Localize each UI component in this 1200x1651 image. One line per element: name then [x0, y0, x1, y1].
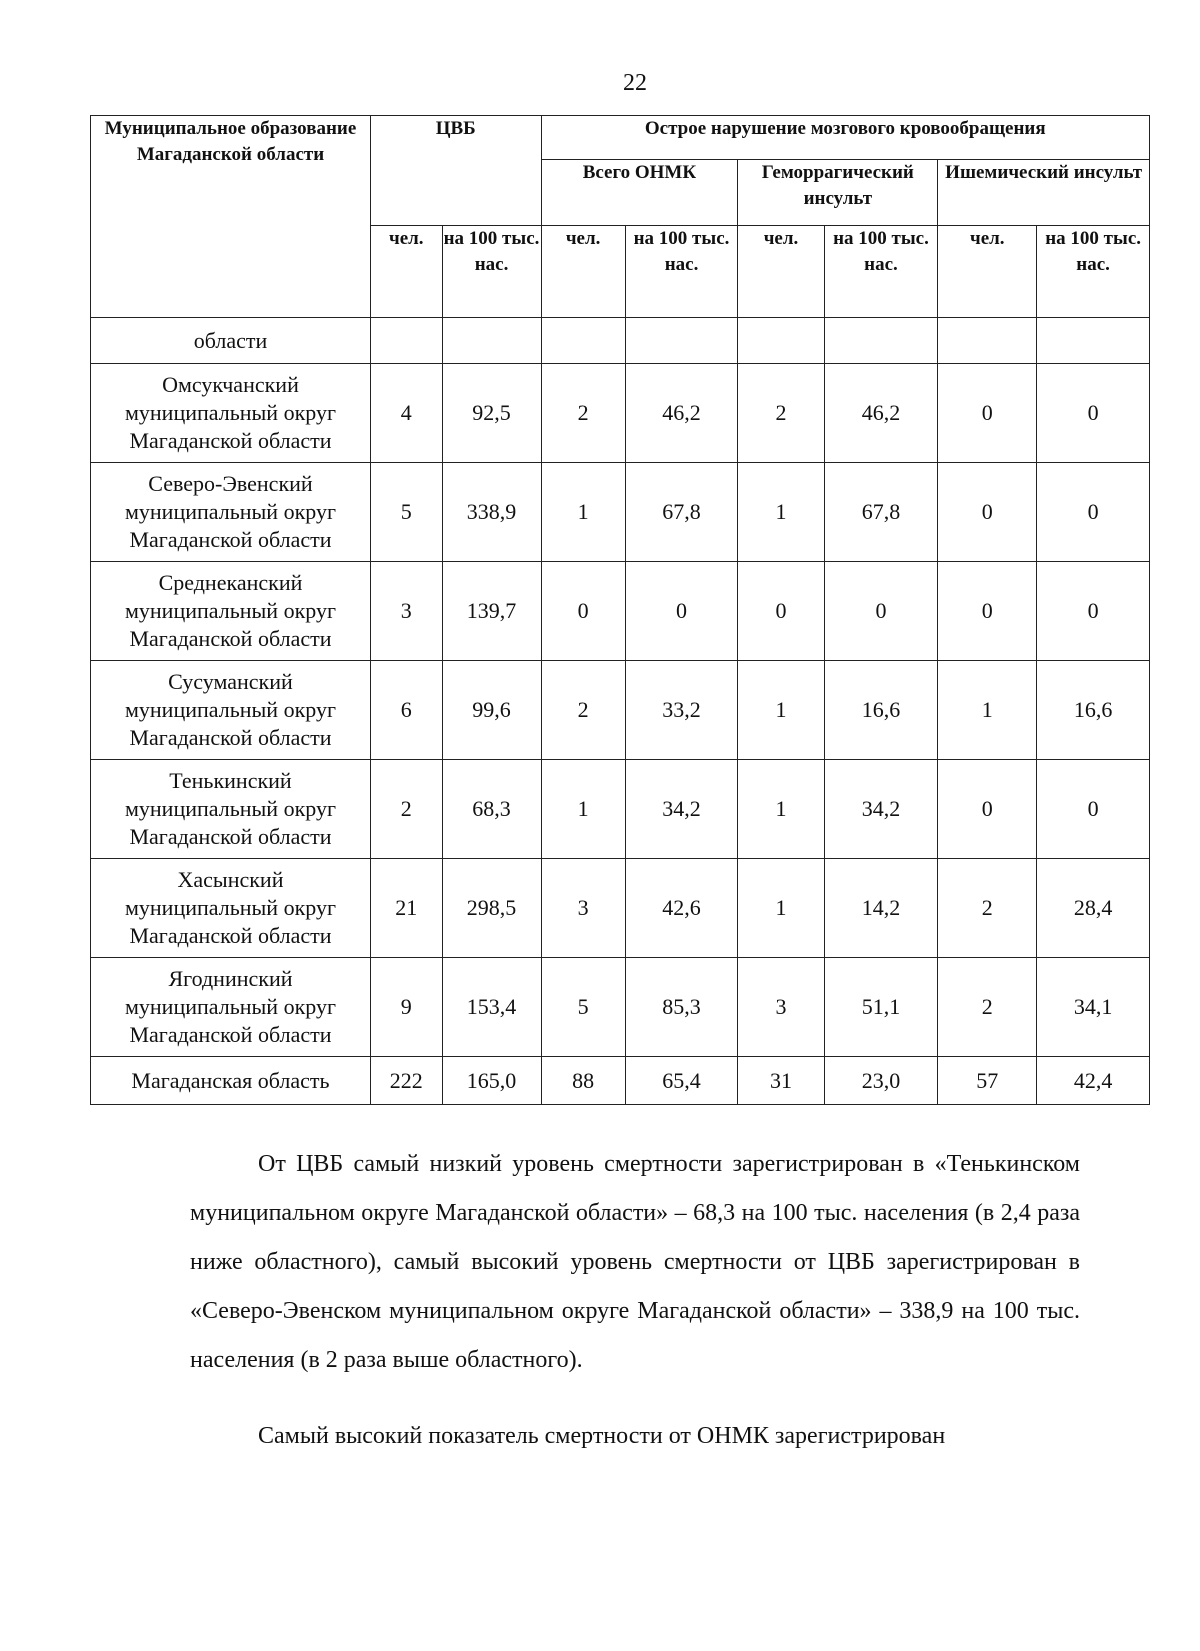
header-cvb: ЦВБ	[370, 116, 541, 226]
value-cell: 1	[541, 760, 625, 859]
municipality-name-line: муниципальный округ	[124, 895, 336, 920]
header-hem-persons: чел.	[738, 226, 824, 318]
value-cell: 338,9	[442, 463, 541, 562]
total-value-cell: 88	[541, 1057, 625, 1105]
value-cell: 1	[738, 859, 824, 958]
value-cell: 34,1	[1037, 958, 1150, 1057]
table-row	[91, 463, 1150, 562]
mortality-table	[90, 115, 1150, 1105]
municipality-name-line: муниципальный округ	[124, 796, 336, 821]
value-cell: 33,2	[625, 661, 738, 760]
value-cell: 0	[541, 562, 625, 661]
value-cell: 46,2	[824, 364, 938, 463]
municipality-name-line: Ягоднинский	[168, 966, 293, 991]
value-cell: 5	[370, 463, 442, 562]
total-value-cell: 65,4	[625, 1057, 738, 1105]
value-cell: 1	[541, 463, 625, 562]
municipality-name-line: Среднеканский	[158, 570, 303, 595]
table-row	[91, 760, 1150, 859]
value-cell: 92,5	[442, 364, 541, 463]
total-value-cell: 57	[938, 1057, 1037, 1105]
value-cell: 0	[625, 562, 738, 661]
value-cell: 67,8	[824, 463, 938, 562]
paragraph-1-text: От ЦВБ самый низкий уровень смертности зарегистрирован в «Тенькинском муниципальном округе Магаданской области» – 68,3 на 100 тыс. населения (в 2,4 раза ниже областного), самый высокий уровень смертности от ЦВБ зарегистрирован в «Северо-Эвенском муниципальном округе Магаданской области» – 338,9 на 100 тыс. населения (в 2 раза выше областного).	[190, 1151, 1080, 1373]
value-cell: 3	[370, 562, 442, 661]
value-cell: 16,6	[824, 661, 938, 760]
value-cell: 0	[938, 562, 1037, 661]
total-value-cell: 23,0	[824, 1057, 938, 1105]
municipality-name-line: муниципальный округ	[124, 697, 336, 722]
table-row	[91, 562, 1150, 661]
municipality-name-line: Хасынский	[177, 867, 284, 892]
header-onmk-group: Острое нарушение мозгового кровообращения	[541, 116, 1150, 160]
value-cell: 68,3	[442, 760, 541, 859]
value-cell: 0	[1037, 463, 1150, 562]
header-hem-rate: на 100 тыс. нас.	[824, 226, 938, 318]
value-cell: 4	[370, 364, 442, 463]
value-cell: 139,7	[442, 562, 541, 661]
header-onmk-persons: чел.	[541, 226, 625, 318]
value-cell: 85,3	[625, 958, 738, 1057]
value-cell: 153,4	[442, 958, 541, 1057]
value-cell: 2	[370, 760, 442, 859]
value-cell: 1	[738, 661, 824, 760]
paragraph-1	[190, 1140, 1080, 1385]
header-isch-rate: на 100 тыс. нас.	[1037, 226, 1150, 318]
value-cell: 67,8	[625, 463, 738, 562]
value-cell: 0	[738, 562, 824, 661]
table-row	[91, 661, 1150, 760]
value-cell: 3	[738, 958, 824, 1057]
municipality-name	[91, 958, 371, 1057]
municipality-name	[91, 463, 371, 562]
header-isch-persons: чел.	[938, 226, 1037, 318]
municipality-name-line: муниципальный округ	[124, 499, 336, 524]
value-cell: 0	[938, 364, 1037, 463]
municipality-name-line: Магаданской области	[129, 1022, 332, 1047]
continuation-cell: области	[91, 318, 371, 364]
municipality-name-line: Магаданской области	[129, 428, 332, 453]
total-name: Магаданская область	[91, 1057, 371, 1105]
municipality-name-line: Магаданской области	[129, 527, 332, 552]
value-cell: 42,6	[625, 859, 738, 958]
table-row	[91, 364, 1150, 463]
municipality-name-line: Магаданской области	[129, 923, 332, 948]
value-cell: 14,2	[824, 859, 938, 958]
value-cell: 0	[1037, 760, 1150, 859]
value-cell: 2	[938, 859, 1037, 958]
header-total-onmk: Всего ОНМК	[541, 160, 738, 226]
municipality-name-line: Тенькинский	[169, 768, 292, 793]
value-cell: 1	[938, 661, 1037, 760]
table-row	[91, 958, 1150, 1057]
paragraph-2-text: Самый высокий показатель смертности от ОНМК зарегистрирован	[258, 1423, 946, 1449]
value-cell: 6	[370, 661, 442, 760]
total-value-cell: 165,0	[442, 1057, 541, 1105]
total-value-cell: 42,4	[1037, 1057, 1150, 1105]
value-cell: 9	[370, 958, 442, 1057]
value-cell: 2	[541, 661, 625, 760]
value-cell: 16,6	[1037, 661, 1150, 760]
municipality-name-line: Омсукчанский	[162, 372, 299, 397]
municipality-name-line: Магаданской области	[129, 626, 332, 651]
total-value-cell: 222	[370, 1057, 442, 1105]
municipality-name-line: муниципальный округ	[124, 400, 336, 425]
total-value-cell: 31	[738, 1057, 824, 1105]
municipality-name-line: муниципальный округ	[124, 598, 336, 623]
value-cell: 0	[1037, 562, 1150, 661]
table-body	[91, 318, 1150, 1105]
value-cell: 99,6	[442, 661, 541, 760]
header-hemorrhagic: Геморрагический инсульт	[738, 160, 938, 226]
header-ischemic: Ишемический инсульт	[938, 160, 1150, 226]
value-cell: 1	[738, 463, 824, 562]
value-cell: 21	[370, 859, 442, 958]
header-cvb-rate: на 100 тыс. нас.	[442, 226, 541, 318]
value-cell: 51,1	[824, 958, 938, 1057]
value-cell: 34,2	[625, 760, 738, 859]
continuation-row	[91, 318, 1150, 364]
value-cell: 2	[938, 958, 1037, 1057]
municipality-name	[91, 859, 371, 958]
header-municipality: Муниципальное образование Магаданской области	[91, 116, 371, 318]
value-cell: 0	[938, 463, 1037, 562]
value-cell: 28,4	[1037, 859, 1150, 958]
value-cell: 1	[738, 760, 824, 859]
municipality-name-line: Сусуманский	[168, 669, 293, 694]
header-onmk-rate: на 100 тыс. нас.	[625, 226, 738, 318]
value-cell: 298,5	[442, 859, 541, 958]
value-cell: 3	[541, 859, 625, 958]
municipality-name	[91, 562, 371, 661]
municipality-name	[91, 364, 371, 463]
paragraph-2	[190, 1412, 1080, 1461]
value-cell: 2	[541, 364, 625, 463]
municipality-name-line: Магаданской области	[129, 824, 332, 849]
value-cell: 46,2	[625, 364, 738, 463]
total-row	[91, 1057, 1150, 1105]
municipality-name-line: муниципальный округ	[124, 994, 336, 1019]
municipality-name	[91, 760, 371, 859]
value-cell: 5	[541, 958, 625, 1057]
value-cell: 0	[938, 760, 1037, 859]
municipality-name	[91, 661, 371, 760]
municipality-name-line: Магаданской области	[129, 725, 332, 750]
header-cvb-persons: чел.	[370, 226, 442, 318]
municipality-name-line: Северо-Эвенский	[148, 471, 313, 496]
table-row	[91, 859, 1150, 958]
page-number: 22	[623, 70, 647, 96]
value-cell: 34,2	[824, 760, 938, 859]
value-cell: 2	[738, 364, 824, 463]
value-cell: 0	[1037, 364, 1150, 463]
value-cell: 0	[824, 562, 938, 661]
